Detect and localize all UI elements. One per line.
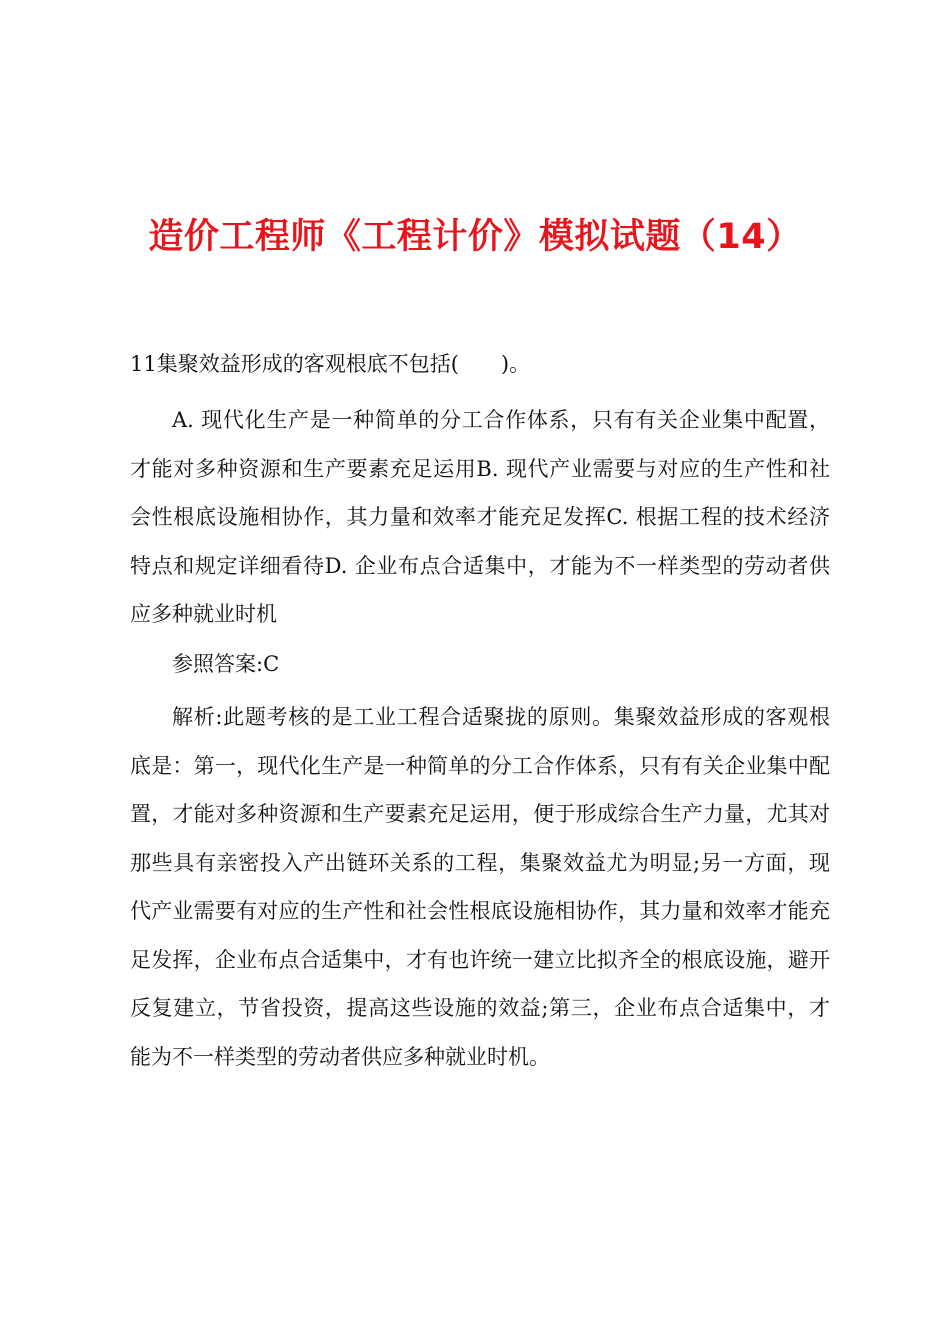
analysis-paragraph: 解析:此题考核的是工业工程合适聚拢的原则。集聚效益形成的客观根底是：第一，现代化生产是一种简单的分工合作体系，只有有关企业集中配置，才能对多种资源和生产要素充足运用，便于形成综合生产力量，尤其对那些具有亲密投入产出链环关系的工程，集聚效益尤为明显;另一方面，现代产业需要有对应的生产性和社会性根底设施相协作，其力量和效率才能充足发挥，企业布点合适集中，才有也许统一建立比拟齐全的根底设施，避开反复建立，节省投资，提高这些设施的效益;第三，企业布点合适集中，才能为不一样类型的劳动者供应多种就业时机。 <box>130 705 830 1069</box>
answer-text: 参照答案:C <box>172 652 280 676</box>
options-paragraph: A. 现代化生产是一种简单的分工合作体系，只有有关企业集中配置，才能对多种资源和生产要素充足运用B. 现代产业需要与对应的生产性和社会性根底设施相协作，其力量和效率才能充足发挥C. 根据工程的技术经济特点和规定详细看待D. 企业布点合适集中，才能为不一样类型的劳动者供应多种就业时机 <box>130 408 830 626</box>
document-title: 造价工程师《工程计价》模拟试题（14） <box>148 217 802 257</box>
question-text: 11集聚效益形成的客观根底不包括( )。 <box>130 352 531 376</box>
